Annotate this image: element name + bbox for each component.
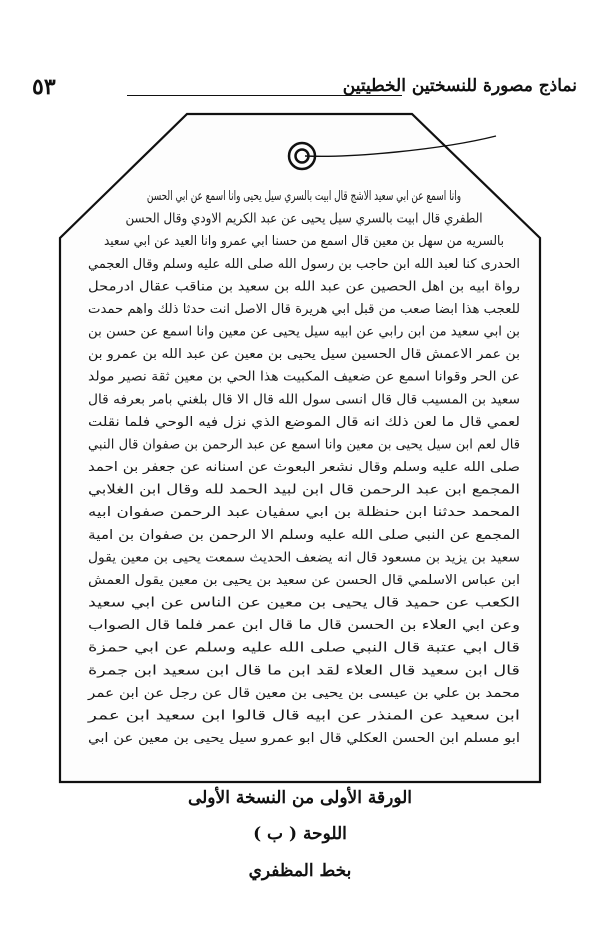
page-number: ٥٣ (32, 74, 56, 100)
caption-plate: اللوحة ( ب ) (253, 824, 347, 844)
caption-hand: بخط المظفري (248, 861, 352, 881)
manuscript-line: سعيد بن المسيب قال قال انسى سول الله قال الا قال بلغني بامر بعرفه قال (88, 392, 520, 408)
manuscript-line: وانا اسمع عن ابي سعيد الاشج قال ابيت بالسري سيل يحيى وانا اسمع عن ابي الحسن (146, 189, 462, 204)
manuscript-line: الطفري قال ابيت بالسري سيل يحيى عن عبد الكريم الاودي وقال الحسن (125, 211, 483, 227)
manuscript-line: قال ابي عتبة قال النبي صلى الله عليه وسلم عن ابي حمزة (88, 640, 520, 656)
manuscript-line: قال لعم ابن سيل يحيى بن معين وانا اسمع عن عبد الرحمن بن صفوان قال النبي (88, 437, 520, 453)
manuscript-line: المجمع ابن عبد الرحمن قال ابن لبيد الحمد لله وقال ابن الغلابي (88, 482, 520, 498)
running-head-title: نماذج مصورة للنسختين الخطيتين (342, 76, 577, 96)
manuscript-line: وعن ابي العلاء بن الحسن قال ما قال ابن عمر فلما قال الصواب (88, 618, 520, 634)
manuscript-line: صلى الله عليه وسلم وقال نشعر البعوث عن اسنانه عن جعفر بن احمد (88, 460, 520, 475)
manuscript-line: رواة ابيه بن اهل الحصين عن عبد الله بن سعيد بن مناقب عقال ادرمحل (88, 279, 520, 295)
manuscript-line: محمد بن علي بن عيسى بن يحيى بن معين قال عن رجل عن ابن عمر (86, 685, 520, 701)
manuscript-line: لعمي قال ما لعن ذلك انه قال الموضع الذي نزل فيه الوحي فلما نقلت (88, 414, 520, 430)
manuscript-line: الكعب عن حميد قال يحيى بن معين عن الناس عن ابي سعيد (88, 595, 520, 611)
manuscript-line: المحمد حدثنا ابن حنظلة بن ابي سفيان عبد الرحمن صفوان ابيه (88, 505, 520, 521)
manuscript-line: عن الحر وقوانا اسمع عن ضعيف المكبيت هذا الحي بن معين ثقة نصير مولد (88, 369, 520, 385)
caption-leaf: الورقة الأولى من النسخة الأولى (187, 788, 413, 808)
manuscript-line: ابن سعيد عن المنذر عن ابيه قال قالوا ابن سعيد ابن عمر (86, 708, 521, 724)
manuscript-line: للعجب هذا ابضا صعب من قبل ابي هريرة قال الاصل انت حدثا ذلك واهم حمدت (88, 301, 520, 317)
manuscript-line: بن ابي سعيد من ابن رابي عن ابيه سيل يحيى عن معين وانا اسمع عن حسن بن (88, 324, 520, 340)
manuscript-line: بالسريه من سهل بن معين قال اسمع من حسنا ابي عمرو وانا العيد عن ابي سعيد (103, 234, 505, 250)
manuscript-line: الحدرى كنا لعبد الله ابن حاجب بن رسول الله صلى الله عليه وسلم وقال العجمي (88, 256, 520, 272)
manuscript-line: قال ابن سعيد قال العلاء لقد ابن ما قال ابن سعيد ابن جمرة (88, 663, 520, 679)
manuscript-line: ابن عباس الاسلمي قال الحسن عن سعيد بن يحيى بن معين يقول العمش (88, 572, 520, 588)
manuscript-line: بن عمر الاعمش قال الحسين سيل يحيى بن معين عن عبد الله بن عمرو بن (88, 347, 520, 363)
manuscript-line: المجمع عن النبي صلى الله عليه وسلم الا الرحمن بن صفوان بن امية (88, 527, 520, 543)
manuscript-line: سعيد بن يزيد بن مسعود قال انه يضعف الحديث سمعت يحيى بن معين يقول (88, 550, 520, 566)
manuscript-line: ابو مسلم ابن الحسن العكلي قال ابو عمرو سيل يحيى بن معين عن ابي (88, 731, 520, 746)
